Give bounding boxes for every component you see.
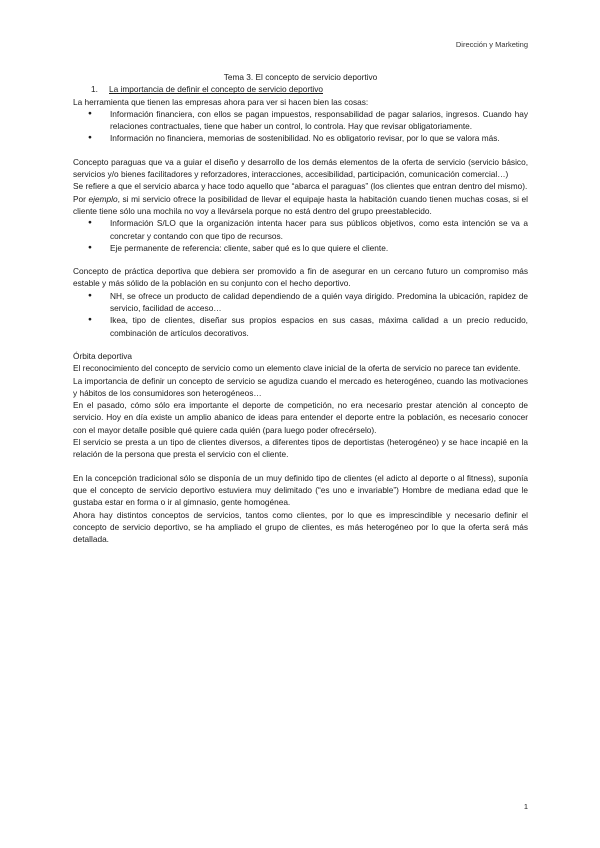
paragraph: Se refiere a que el servicio abarca y hace todo aquello que “abarca el paraguas” (los clientes que entran dentro del mismo). [73, 181, 528, 192]
paragraph [73, 193, 528, 218]
paragraph: La importancia de definir un concepto de servicio se agudiza cuando el mercado es heterogéneo, cuando las motivaciones y hábitos de los consumidores son heterogéneos… [73, 375, 528, 398]
page-title: Tema 3. El concepto de servicio deportivo [223, 72, 378, 82]
list-item: ● Información no financiera, memorias de sostenibilidad. No es obligatorio revisar, por lo que se valora más. [73, 132, 528, 144]
bullet-list-1 [73, 108, 528, 145]
paragraph: Ahora hay distintos conceptos de servicios, tantos como clientes, por lo que es imprescindible y necesario definir el concepto de servicio deportivo, se ha ampliado el grupo de clientes, es más heterogéneo por lo que la oferta será más detallada. [73, 509, 528, 545]
list-item: ● NH, se ofrece un producto de calidad dependiendo de a quién vaya dirigido. Predomina la ubicación, rapidez de servicio, facilidad de acceso… [73, 290, 528, 315]
section-heading: Órbita deportiva [73, 350, 133, 361]
paragraph: El servicio se presta a un tipo de clientes diversos, a diferentes tipos de deportistas (heterogéneo) y se hace incapié en la relación de la persona que presta el servicio con el cliente. [73, 437, 528, 460]
paragraph: Concepto de práctica deportiva que debiera ser promovido a fin de asegurar en un cercano futuro un compromiso más estable y más sólido de la población en su conjunto con el hecho deportivo. [73, 266, 528, 289]
list-item: ● Información financiera, con ellos se pagan impuestos, responsabilidad de pagar salarios, ingresos. Cuando hay relaciones contractuales, tiene que haber un control, lo controla. Hay que revisar obligatoriamente. [73, 108, 528, 133]
text-fragment: Por [73, 193, 89, 204]
subtitle-text: La importancia de definir el concepto de servicio deportivo [109, 84, 323, 95]
page-number: 1 [523, 802, 528, 811]
list-item: ● Ikea, tipo de clientes, diseñar sus propios espacios en sus casas, máxima calidad a un precio reducido, combinación de artículos decorativos. [73, 314, 528, 339]
italic-text: ejemplo [88, 193, 118, 204]
list-item: ● Información S/LO que la organización intenta hacer para sus públicos objetivos, como esta intención se va a concretar y contando con que tipo de recursos. [73, 217, 528, 242]
paragraph: En la concepción tradicional sólo se disponía de un muy definido tipo de clientes (el adicto al deporte o al fitness), suponía que el concepto de servicio deportivo estuviera muy delimitado (“es uno e invariable”) Hombre de mediana edad que le gustaba estar en forma o ir al gimnasio, gente homogénea. [73, 472, 528, 508]
paragraph: El reconocimiento del concepto de servicio como un elemento clave inicial de la oferta de servicio no parece tan evidente. [73, 363, 521, 374]
page-content [73, 71, 528, 545]
running-header: Dirección y Marketing [455, 40, 528, 49]
paragraph: Concepto paraguas que va a guiar el diseño y desarrollo de los demás elementos de la oferta de servicio (servicio básico, servicios y/o bienes facilitadores y reforzadores, interacciones, accesibilidad, participación, comunicación comercial…) [73, 156, 528, 180]
paragraph: En el pasado, cómo sólo era importante el deporte de competición, no era necesario prestar atención al concepto de servicio. Hoy en día existe un amplio abanico de ideas para entender el deporte entre la población, es necesario conocer con el mayor detalle posible qué quiere cada quién (para luego poder ofrecérselo). [73, 400, 528, 435]
section-subtitle [91, 83, 528, 95]
subtitle-number: 1. [91, 84, 98, 95]
intro-paragraph: La herramienta que tienen las empresas ahora para ver si hacen bien las cosas: [73, 96, 369, 107]
bullet-list-3 [73, 290, 528, 339]
bullet-list-2 [73, 217, 528, 254]
text-fragment: , si mi servicio ofrece la posibilidad de llevar el equipaje hasta la habitación cuando tienen muchas cosas, si el cliente tiene sólo una mochila no voy a llevársela porque no está dentro del grupo preestablecido. [73, 193, 528, 216]
list-item: ● Eje permanente de referencia: cliente, saber qué es lo que quiere el cliente. [73, 242, 528, 254]
